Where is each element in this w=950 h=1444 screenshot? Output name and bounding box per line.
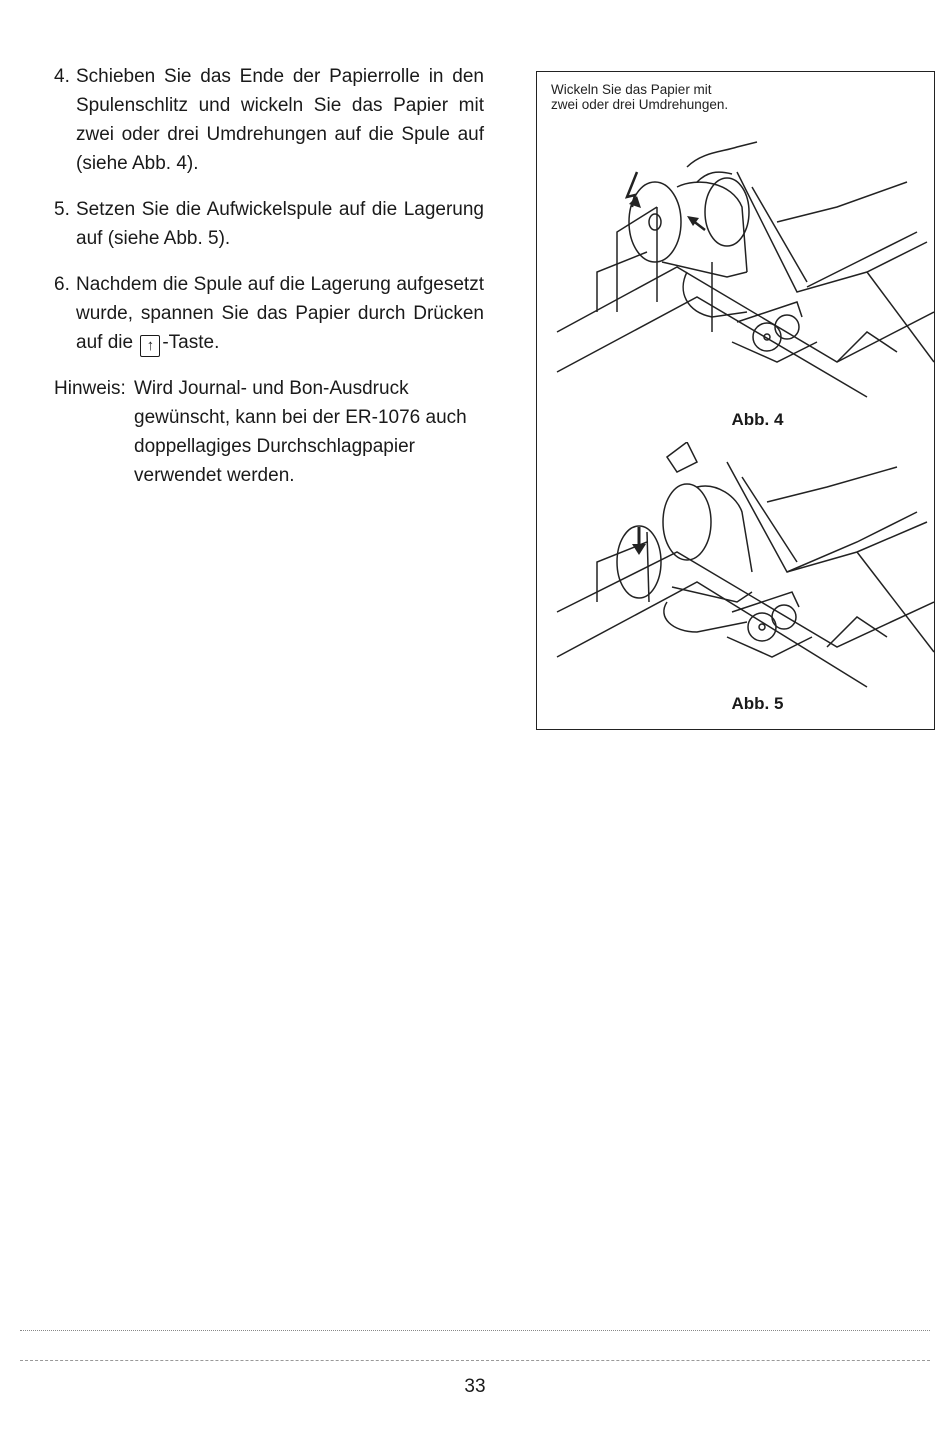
step-number: 6. [54, 274, 70, 295]
figure-4-illustration [537, 112, 934, 412]
feed-key-icon: ↑ [140, 335, 160, 357]
figure-4-label: Abb. 4 [731, 410, 784, 429]
step-number: 5. [54, 199, 70, 220]
step-text-after: -Taste. [162, 332, 220, 353]
step-5 [54, 195, 484, 253]
note-text: Wird Journal- und Bon-Ausdruck gewünscht, kann bei der ER-1076 auch doppellagiges Durchschlagpapier verwendet werden. [134, 378, 467, 486]
step-6 [54, 270, 484, 357]
figure-5-illustration [537, 442, 934, 697]
step-text [76, 270, 484, 357]
note-label: Hinweis: [54, 378, 126, 399]
step-text: Schieben Sie das Ende der Papierrolle in den Spulenschlitz und wickeln Sie das Papier mit zwei oder drei Umdrehungen auf die Spule auf (siehe Abb. 4). [76, 66, 484, 174]
instruction-steps [54, 62, 484, 490]
figure-caption-line: zwei oder drei Umdrehungen. [551, 97, 729, 112]
note [54, 374, 484, 490]
step-4 [54, 62, 484, 178]
step-text: Setzen Sie die Aufwickelspule auf die Lagerung auf (siehe Abb. 5). [76, 199, 484, 249]
figure-caption [551, 82, 728, 112]
page-number: 33 [464, 1376, 486, 1397]
figure-5-label: Abb. 5 [731, 694, 784, 713]
figure-box [536, 71, 935, 730]
figure-caption-line: Wickeln Sie das Papier mit [551, 82, 712, 97]
step-text-before: Nachdem die Spule auf die Lagerung aufgesetzt wurde, spannen Sie das Papier durch Drücken auf die [76, 274, 484, 353]
scan-artifact-line [20, 1360, 930, 1361]
step-number: 4. [54, 66, 70, 87]
scan-artifact-line [20, 1330, 930, 1331]
